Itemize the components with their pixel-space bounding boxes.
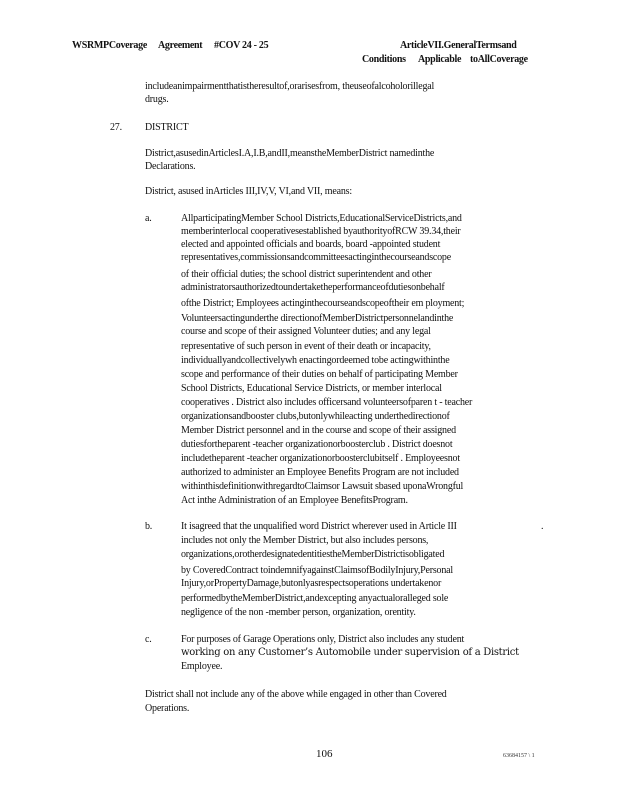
item-b-line: Injury,orPropertyDamage,butonlyasrespectsoperations undertakenor [181, 578, 442, 589]
item-c-line: For purposes of Garage Operations only, District also includes any student [181, 634, 465, 645]
header-article-title-word-coverage: toAllCoverage [470, 54, 528, 65]
item-a-line: memberinterlocal cooperativesestablished byauthorityofRCW 39.34,their [181, 226, 461, 237]
item-a-line: includetheparent -teacher organizationorboosterclubitself . Employeesnot [181, 453, 460, 464]
item-a-line: Volunteersactingunderthe directionofMemberDistrictpersonnelandinthe [181, 313, 454, 324]
item-a-line: scope and performance of their duties on behalf of participating Member [181, 369, 458, 380]
item-b-line: negligence of the non -member person, organization, orentity. [181, 607, 416, 618]
item-a-line: School Districts, Educational Service Districts, or member interlocal [181, 383, 442, 394]
item-a-line: Act inthe Administration of an Employee BenefitsProgram. [181, 495, 408, 506]
item-b-line: organizations,orotherdesignatedentitiestheMemberDistrictisobligated [181, 549, 445, 560]
header-article-title-line1: ArticleVII.GeneralTermsand [400, 40, 517, 51]
item-b-line: includes not only the Member District, but also includes persons, [181, 535, 429, 546]
item-a-line: of their official duties; the school district superintendent and other [181, 269, 432, 280]
section-title: DISTRICT [145, 122, 189, 133]
item-a-line: authorized to administer an Employee Benefits Program are not included [181, 467, 459, 478]
item-a-line: withinthisdefinitionwithregardtoClaimsor Lawsuit sbased uponaWrongful [181, 481, 464, 492]
item-a-line: administratorsauthorizedtoundertaketheperformanceofdutiesonbehalf [181, 282, 445, 293]
definition-1-line: Declarations. [145, 161, 196, 172]
item-a-line: Member District personnel and in the course and scope of their assigned [181, 425, 456, 436]
item-b-trailing-mark: . [541, 521, 544, 532]
item-a-line: AllparticipatingMember School Districts,EducationalServiceDistricts,and [181, 213, 462, 224]
item-b-line: It isagreed that the unqualified word District wherever used in Article III [181, 521, 457, 532]
item-a-line: organizationsandbooster clubs,butonlywhileacting underthedirectionof [181, 411, 450, 422]
item-c-marker: c. [145, 634, 152, 645]
item-b-line: performedbytheMemberDistrict,andexcepting anyactualoralleged sole [181, 593, 449, 604]
item-a-line: dutiesfortheparent -teacher organizationorboosterclub . District doesnot [181, 439, 453, 450]
carryover-line: drugs. [145, 94, 169, 105]
item-a-line: cooperatives . District also includes officersand volunteersofparen t - teacher [181, 397, 473, 408]
header-doc-type: Agreement [158, 40, 203, 51]
closing-line: Operations. [145, 703, 190, 714]
item-b-marker: b. [145, 521, 153, 532]
item-a-marker: a. [145, 213, 152, 224]
item-a-line: ofthe District; Employees actinginthecourseandscopeoftheir em ployment; [181, 298, 465, 309]
header-article-title-word-conditions: Conditions [362, 54, 406, 65]
page-number: 106 [316, 748, 333, 760]
definition-2-line: District, asused inArticles III,IV,V, VI,and VII, means: [145, 186, 352, 197]
item-c-line: Employee. [181, 661, 223, 672]
item-a-line: individuallyandcollectivelywh enactingordeemed tobe actingwithinthe [181, 355, 450, 366]
carryover-line: includeanimpairmentthatistheresultof,orarisesfrom, theuseofalcoholorillegal [145, 81, 435, 92]
closing-line: District shall not include any of the above while engaged in other than Covered [145, 689, 447, 700]
header-doc-name: WSRMPCoverage [72, 40, 147, 51]
item-a-line: representatives,commissionsandcommitteesactinginthecourseandscope [181, 252, 451, 263]
item-b-line: by CoveredContract toindemnifyagainstClaimsofBodilyInjury,Personal [181, 565, 453, 576]
item-a-line: representative of such person in event of their death or incapacity, [181, 341, 431, 352]
section-number: 27. [110, 122, 122, 133]
item-a-line: course and scope of their assigned Volunteer duties; and any legal [181, 326, 431, 337]
header-article-title-word-applicable: Applicable [418, 54, 462, 65]
item-a-line: elected and appointed officials and boards, board -appointed student [181, 239, 441, 250]
item-c-line: working on any Customer’s Automobile under supervision of a District [181, 647, 519, 658]
header-doc-number: #COV 24 - 25 [214, 40, 269, 51]
definition-1-line: District,asusedinArticlesI.A,I.B,andII,meanstheMemberDistrict namedinthe [145, 148, 435, 159]
document-id: 63684157 \ 1 [503, 753, 535, 759]
